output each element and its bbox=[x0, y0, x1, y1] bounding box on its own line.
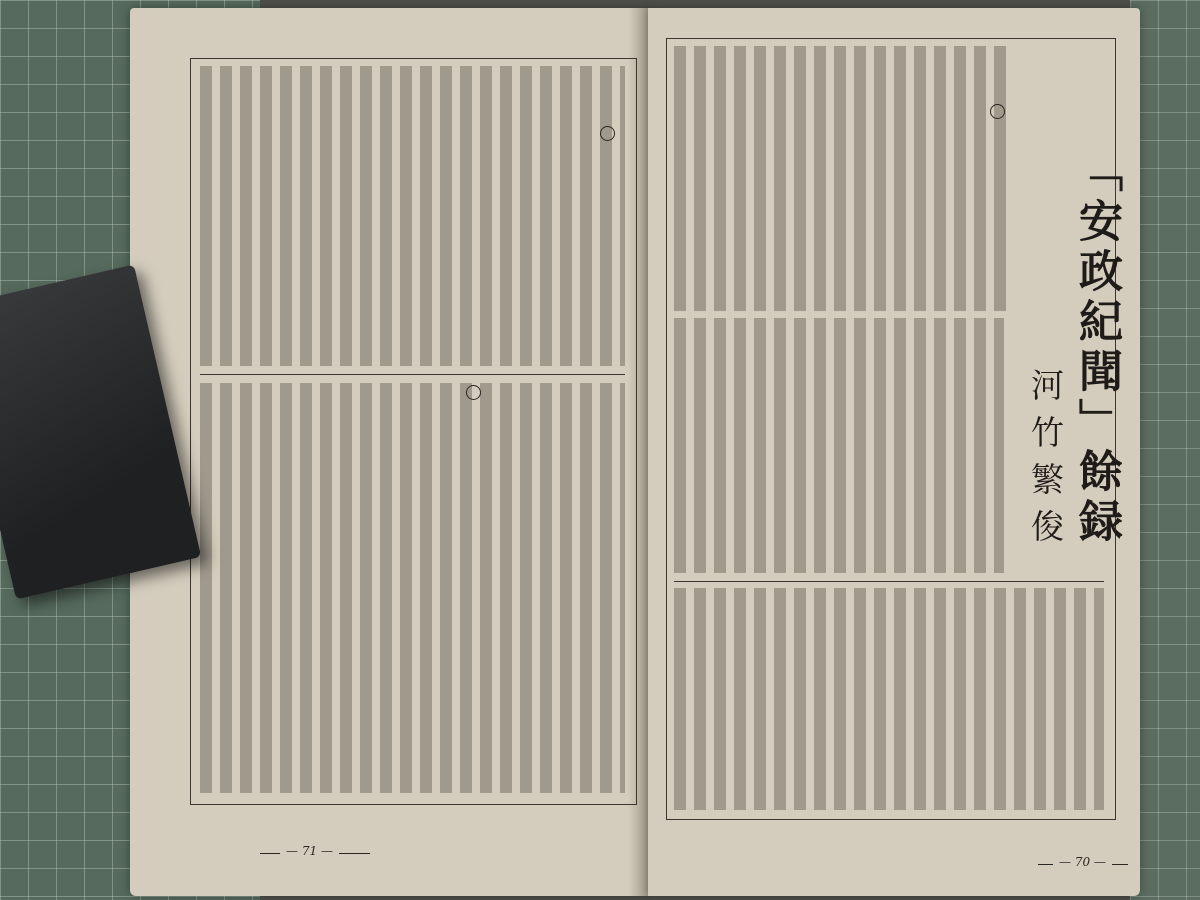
left-page bbox=[130, 8, 650, 896]
left-upper-text-block bbox=[200, 66, 625, 366]
right-page bbox=[648, 8, 1140, 896]
right-section-divider bbox=[674, 581, 1104, 582]
article-title: 「安政紀聞」餘録 bbox=[1071, 148, 1122, 548]
right-page-number: — 70 — bbox=[1053, 855, 1112, 869]
cutting-mat-edge bbox=[1130, 0, 1200, 900]
left-section-divider bbox=[200, 374, 625, 375]
section-marker-circle bbox=[600, 126, 615, 141]
section-marker-circle bbox=[990, 104, 1005, 119]
left-page-number: — 71 — bbox=[280, 844, 339, 858]
section-marker-circle bbox=[466, 385, 481, 400]
right-lower-text-block bbox=[674, 588, 1104, 810]
right-upper-text-block bbox=[674, 46, 1014, 311]
left-lower-text-block bbox=[200, 383, 625, 793]
article-author: 河竹繁俊 bbox=[1026, 368, 1065, 556]
right-middle-text-block bbox=[674, 318, 1004, 573]
